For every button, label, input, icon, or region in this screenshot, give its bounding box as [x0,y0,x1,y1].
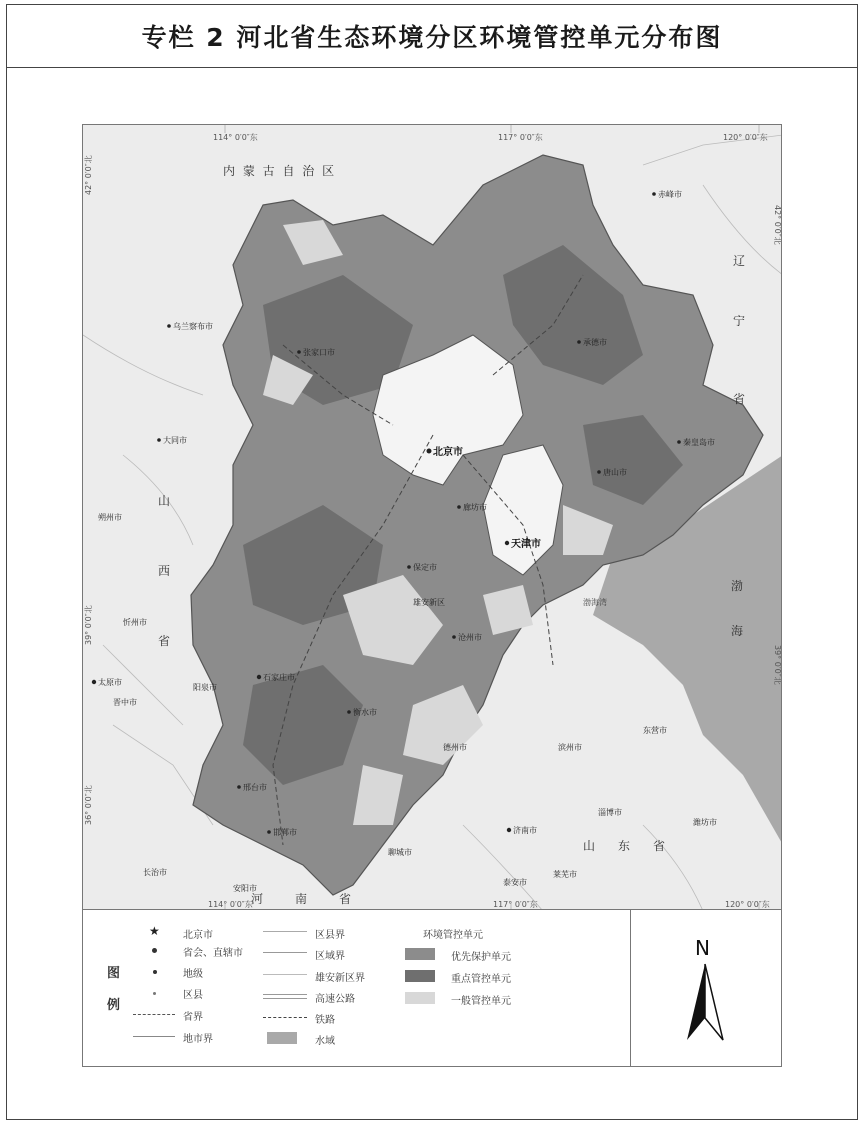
label-shanxi-3: 省 [158,634,171,648]
coord-top-right: 120° 0′0″东 [723,133,768,142]
label-bohai-bay: 渤海湾 [583,598,607,607]
title-bar [7,5,857,68]
city-xinzhou: 忻州市 [123,618,147,627]
star-icon: ★ [149,924,160,938]
north-arrow-icon [683,962,727,1042]
label-shandong-3: 省 [653,839,666,853]
city-binzhou: 滨州市 [558,743,582,752]
legend-title-2: 例 [107,998,121,1013]
city-tianjin: 天津市 [511,539,541,550]
label-liaoning-1: 辽 [733,254,746,268]
legend-main [83,910,631,1066]
north-label: N [695,936,710,960]
city-jinan: 济南市 [513,826,537,835]
label-liaoning-3: 省 [733,392,746,406]
priority-swatch [405,948,435,960]
label-henan-3: 省 [339,892,352,906]
north-arrow-panel [631,910,781,1066]
coord-left-lat1: 42° 0′0″北 [84,155,93,195]
city-yangquan: 阳泉市 [193,683,217,692]
label-henan-1: 河 [251,892,264,906]
coord-bottom-right: 120° 0′0″东 [725,900,770,909]
city-shijiazhuang: 石家庄市 [263,673,295,682]
label-bohai-2: 海 [731,624,744,638]
city-weifang: 潍坊市 [693,818,717,827]
city-taiyuan: 太原市 [98,678,122,687]
highway-line-icon [263,994,307,999]
city-dongying: 东营市 [643,726,667,735]
map-svg [83,125,782,910]
city-zibo: 淄博市 [598,808,622,817]
city-wulanchabu: 乌兰察布市 [173,322,213,331]
legend-title-1: 图 [107,966,121,981]
city-datong: 大同市 [163,436,187,445]
county-border-line-icon [263,931,307,932]
city-anyang: 安阳市 [233,884,257,893]
city-baoding: 保定市 [413,563,437,572]
city-cangzhou: 沧州市 [458,633,482,642]
city-xiong-an: 雄安新区 [413,598,445,607]
city-jinzhong: 晋中市 [113,698,137,707]
city-chifeng: 赤峰市 [658,190,682,199]
legend-item-province-border: 省界 [183,1012,203,1023]
city-changzhi: 长治市 [143,868,167,877]
label-shanxi-1: 山 [158,494,171,508]
legend-item-railway: 铁路 [315,1015,335,1026]
city-shuozhou: 朔州市 [98,513,122,522]
xiongan-border-line-icon [263,974,307,975]
dot-small-icon [153,970,157,974]
city-qinhuangdao: 秦皇岛市 [683,438,715,447]
city-zhangjiakou: 张家口市 [303,348,335,357]
city-tangshan: 唐山市 [603,468,627,477]
legend-item-city-border: 地市界 [183,1034,213,1045]
legend-item-region-border: 区域界 [315,951,345,962]
coord-bottom-left: 114° 0′0″东 [208,900,253,909]
legend-item-county: 区县 [183,990,203,1001]
coord-right-lat1: 42° 0′0″北 [773,205,782,245]
label-liaoning-2: 宁 [733,314,746,328]
legend-item-key-control: 重点管控单元 [451,974,511,985]
legend-item-water: 水域 [315,1036,335,1047]
legend-units-title: 环境管控单元 [423,930,483,941]
legend-item-beijing: 北京市 [183,930,213,941]
city-taian: 泰安市 [503,878,527,887]
label-shanxi-2: 西 [158,564,171,578]
label-shandong-2: 东 [618,839,631,853]
coord-top-mid: 117° 0′0″东 [498,133,543,142]
legend-item-highway: 高速公路 [315,994,355,1005]
map-area [82,124,782,910]
coord-bottom-mid: 117° 0′0″东 [493,900,538,909]
coord-left-lat2: 39° 0′0″北 [84,605,93,645]
label-inner-mongolia: 内 蒙 古 自 治 区 [223,164,337,178]
legend-panel [82,909,782,1067]
legend-item-county-border: 区县界 [315,930,345,941]
dash-dot-line-icon [133,1014,175,1015]
coord-right-lat2: 39° 0′0″北 [773,645,782,685]
city-chengde: 承德市 [583,338,607,347]
general-control-swatch [405,992,435,1004]
city-hengshui: 衡水市 [353,708,377,717]
city-dezhou: 德州市 [443,743,467,752]
label-bohai-1: 渤 [731,579,744,593]
city-laiwu: 莱芜市 [553,870,577,879]
legend-item-capital: 省会、直辖市 [183,948,243,959]
dot-tiny-icon [153,992,156,995]
legend-item-priority: 优先保护单元 [451,952,511,963]
water-swatch [267,1032,297,1044]
city-handan: 邯郸市 [273,828,297,837]
label-henan-2: 南 [295,892,308,906]
dot-large-icon [152,948,157,953]
label-shandong-1: 山 [583,839,596,853]
region-border-line-icon [263,952,307,953]
page-title: 专栏 2 河北省生态环境分区环境管控单元分布图 [141,23,723,52]
city-langfang: 廊坊市 [463,503,487,512]
key-control-swatch [405,970,435,982]
city-beijing: 北京市 [433,447,463,458]
city-liaocheng: 聊城市 [388,848,412,857]
legend-item-general-control: 一般管控单元 [451,996,511,1007]
coord-left-lat3: 36° 0′0″北 [84,785,93,825]
railway-line-icon [263,1017,307,1018]
thin-line-icon [133,1036,175,1037]
coord-top-left: 114° 0′0″东 [213,133,258,142]
legend-item-xiongan-border: 雄安新区界 [315,973,365,984]
city-xingtai: 邢台市 [243,783,267,792]
legend-item-prefecture: 地级 [183,969,203,980]
